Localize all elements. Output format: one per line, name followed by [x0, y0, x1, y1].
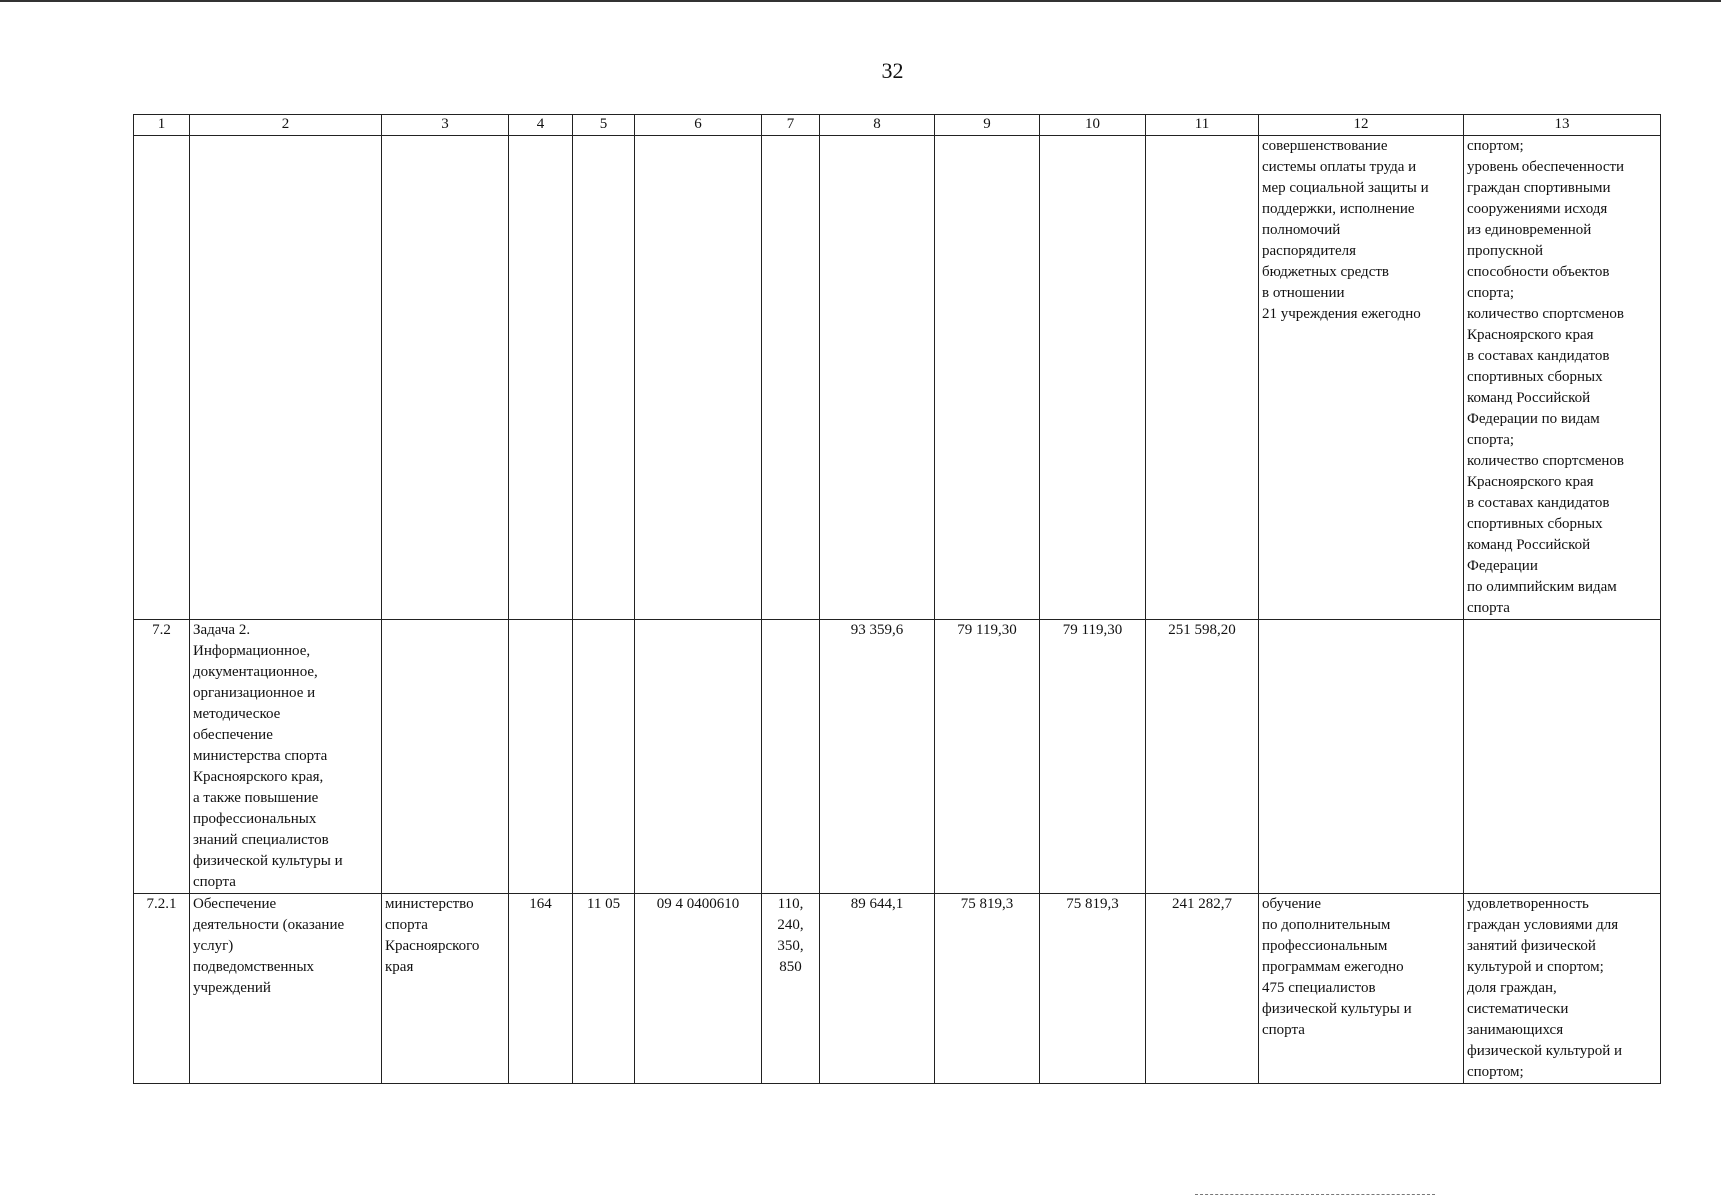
header-cell: 8 [820, 115, 935, 136]
amount-cell-10: 79 119,30 [1040, 620, 1146, 894]
table-cell [1040, 136, 1146, 620]
page-number: 32 [881, 58, 904, 83]
header-cell: 12 [1259, 115, 1464, 136]
table-cell [935, 136, 1040, 620]
amount-cell-10: 75 819,3 [1040, 894, 1146, 1084]
program-table [133, 114, 1661, 1084]
table-cell [382, 620, 509, 894]
amount-cell-9: 79 119,30 [935, 620, 1040, 894]
table-cell [509, 620, 573, 894]
table-cell [509, 136, 573, 620]
table-row-7-2-1 [134, 894, 1661, 1084]
header-cell: 3 [382, 115, 509, 136]
header-row [134, 115, 1661, 136]
row-number-cell: 7.2 [134, 620, 190, 894]
indicator-cell: удовлетворенность граждан условиями для занятий физической культурой и спортом; доля граждан, систематически занимающихся физической культурой и спортом; [1464, 894, 1661, 1084]
code-cell-7: 110, 240, 350, 850 [762, 894, 820, 1084]
code-cell-4: 164 [509, 894, 573, 1084]
amount-cell-11: 241 282,7 [1146, 894, 1259, 1084]
table-cell [190, 136, 382, 620]
activity-name-cell: Обеспечение деятельности (оказание услуг) подведомственных учреждений [190, 894, 382, 1084]
row-number-cell: 7.2.1 [134, 894, 190, 1084]
responsible-cell: министерство спорта Красноярского края [382, 894, 509, 1084]
table-cell [382, 136, 509, 620]
amount-cell-8: 93 359,6 [820, 620, 935, 894]
table-cell [573, 620, 635, 894]
indicator-cell: спортом; уровень обеспеченности граждан спортивными сооружениями исходя из единовременной пропускной способности объектов спорта; количество спортсменов Красноярского края в составах кандидатов спортивных сборных команд Российской Федерации по видам спорта; количество спортсменов Красноярского края в составах кандидатов спортивных сборных команд Российской Федерации по олимпийским видам спорта [1464, 136, 1661, 620]
header-cell: 13 [1464, 115, 1661, 136]
table-cell [762, 136, 820, 620]
code-cell-5: 11 05 [573, 894, 635, 1084]
task-result-cell: совершенствование системы оплаты труда и мер социальной защиты и поддержки, исполнение полномочий распорядителя бюджетных средств в отношении 21 учреждения ежегодно [1259, 136, 1464, 620]
task-name-cell: Задача 2. Информационное, документационное, организационное и методическое обеспечение министерства спорта Красноярского края, а также повышение профессиональных знаний специалистов физической культуры и спорта [190, 620, 382, 894]
header-cell: 6 [635, 115, 762, 136]
header-cell: 2 [190, 115, 382, 136]
table-cell [635, 136, 762, 620]
task-result-cell: обучение по дополнительным профессиональным программам ежегодно 475 специалистов физической культуры и спорта [1259, 894, 1464, 1084]
header-cell: 10 [1040, 115, 1146, 136]
table-cell [1259, 620, 1464, 894]
header-cell: 4 [509, 115, 573, 136]
header-cell: 1 [134, 115, 190, 136]
table-cell [134, 136, 190, 620]
header-cell: 5 [573, 115, 635, 136]
scan-artifact-line [1195, 1194, 1435, 1196]
table-cell [1146, 136, 1259, 620]
table-row-continuation [134, 136, 1661, 620]
table-row-7-2 [134, 620, 1661, 894]
header-cell: 9 [935, 115, 1040, 136]
table-cell [1464, 620, 1661, 894]
amount-cell-11: 251 598,20 [1146, 620, 1259, 894]
table-cell [635, 620, 762, 894]
table-cell [573, 136, 635, 620]
table-cell [762, 620, 820, 894]
amount-cell-9: 75 819,3 [935, 894, 1040, 1084]
top-border-line [0, 0, 1721, 2]
header-cell: 11 [1146, 115, 1259, 136]
table-cell [820, 136, 935, 620]
header-cell: 7 [762, 115, 820, 136]
amount-cell-8: 89 644,1 [820, 894, 935, 1084]
code-cell-6: 09 4 0400610 [635, 894, 762, 1084]
